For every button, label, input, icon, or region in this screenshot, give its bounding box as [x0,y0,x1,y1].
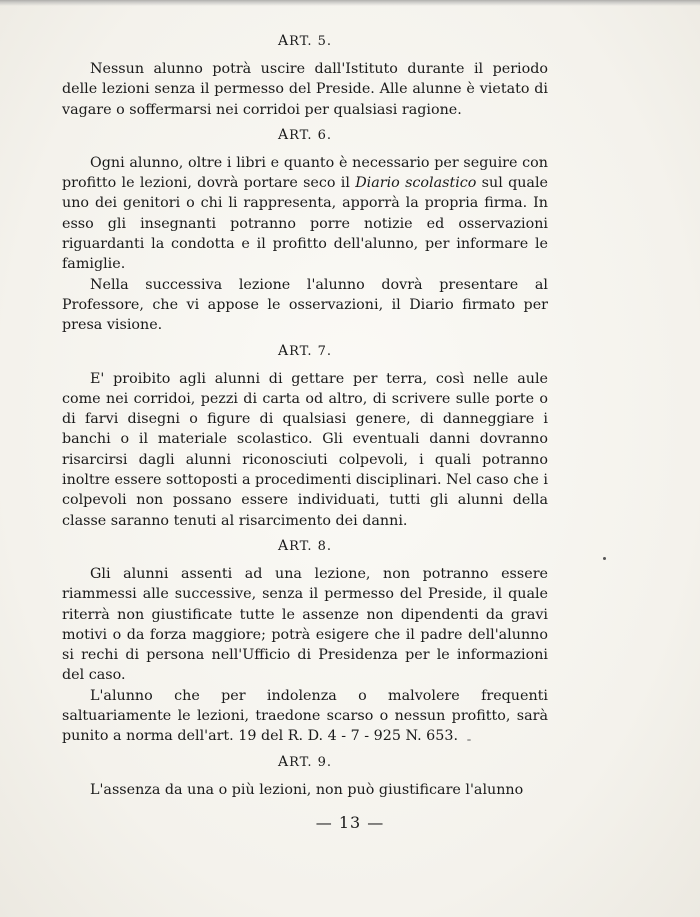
article-heading-7: ART. 7. [277,342,333,359]
article-9 [62,780,548,800]
article-7 [62,369,548,531]
article-6-p1-end: sul quale uno dei genitori o chi li rappresenta, apporrà la propria firma. In esso gli insegnanti potranno porre notizie ed osservazioni riguardanti la condotta e il profitto dell'alunno, per informare le famiglie. [62,175,548,273]
article-5 [62,59,548,120]
scan-speck [603,557,606,560]
article-8-paragraph-1: Gli alunni assenti ad una lezione, non potranno essere riammessi alle successive, senza il permesso del Preside, il quale riterrà non giustificate tutte le assenze non dipendenti da gravi motivi o da forza maggiore; potrà esigere che il padre dell'alunno si rechi di persona nell'Ufficio di Presidenza per le informazioni del caso. [62,565,548,684]
article-6-paragraph-2: Nella successiva lezione l'alunno dovrà presentare al Professore, che vi appose le osservazioni, il Diario firmato per presa visione. [62,276,548,334]
article-8-paragraph-2: L'alunno che per indolenza o malvolere frequenti saltuariamente le lezioni, traedone scarso o nessun profitto, sarà punito a norma dell'art. 19 del R. D. 4 - 7 - 925 N. 653. [62,687,548,745]
diario-scolastico-term: Diario scolastico [355,175,477,192]
article-7-paragraph: E' proibito agli alunni di gettare per terra, così nelle aule come nei corridoi, pezzi di carta od altro, di scrivere sulle porte o di farvi disegni o figure di qualsiasi genere, di danneggiare i banchi o il materiale scolastico. Gli eventuali danni dovranno risarcirsi dagli alunni riconosciuti colpevoli, i quali potranno inoltre essere sottoposti a procedimenti disciplinari. Nel caso che i colpevoli non possano essere individuati, tutti gli alunni della classe saranno tenuti al risarcimento dei danni. [62,370,548,529]
document-body [62,26,548,806]
page-number: — 13 — [315,813,385,832]
article-6-p1-start: Ogni alunno, oltre i libri e quanto è necessario per seguire con profitto le lezioni, dovrà portare seco il [62,154,548,192]
article-8 [62,564,548,747]
article-heading-9: ART. 9. [277,753,333,770]
article-heading-6: ART. 6. [277,126,333,143]
article-6 [62,153,548,336]
scan-top-edge [0,0,700,6]
article-heading-5: ART. 5. [277,33,333,49]
scan-speck [467,739,471,741]
article-6-paragraph-1 [62,153,548,275]
article-5-paragraph: Nessun alunno potrà uscire dall'Istituto durante il periodo delle lezioni senza il permesso del Preside. Alle alunne è vietato di vagare o soffermarsi nei corridoi per qualsiasi ragione. [62,61,548,118]
article-heading-8: ART. 8. [277,537,333,554]
article-9-paragraph: L'assenza da una o più lezioni, non può giustificare l'alunno [90,781,524,798]
